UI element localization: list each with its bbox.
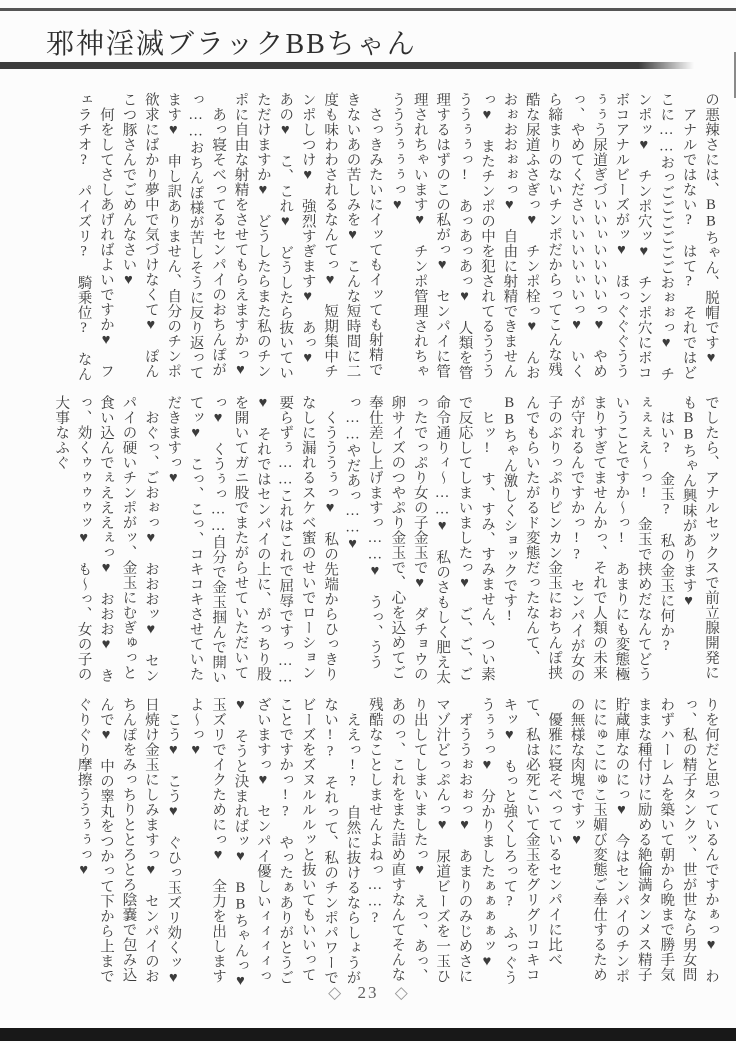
paragraph: アナルではない? はて? それではどこに……おっごごごごごごおぉぉっ♥ チンポッ♥ チンポ穴ッ♥ チンポ穴にボコボコアナルビーズがッ♥ ほっぐぐぐううぅぅう尿道ぎづいいぃいいいいっ♥ やめっ、やめてくださいいいいぃいっ♥ いくら締まりのないチンポだからってこんな残酷な尿道ふさぎっ♥ チンポ栓っ♥ んおおぉおおぉぉっ♥ 自由に射精できませんっ♥ またチンポの中を犯されてるうううううぅぅっ! あっあっあっ♥ 人類を管理するはずのこの私がっ♥ センパイに管理されちゃいます♥ チンポ管理されちゃうううぅぅぅっ♥ <box>389 92 697 382</box>
paragraph: 何をしてさしあげればよいですか♥ フェラチオ? パイズリ? 騎乗位? なん <box>75 92 115 382</box>
bottom-bar <box>0 1028 736 1041</box>
paragraph: ええっ!? 自然に抜けるならしょうがない!? それって、私のチンポパワーでビーズをズヌルルルッと抜いてもいいってことですかっ!? やったぁありがとうございますっ♥ センパイ優しいィィィィっ♥ そうと決まればッ♥ BBちゃんっ♥ 玉ズリでイクためにっ♥ 全力を出しますよ〜っ♥ <box>187 697 361 1005</box>
paragraph: はい? 金玉? 私の金玉に何か? <box>658 409 675 654</box>
paragraph: ぇぇぇえ〜っ! 金玉で挟めだなんてどういうことですか〜っ! あまりにも変態極まりすぎてませんかっ、それで人類の未来が守れるんですかっ!? センパイが女の子のぶりっぷりピンカン金玉におちんぽ挟んでもらいたがるド変態だったなんて、BBちゃん激しくショックです! <box>501 395 652 683</box>
paragraph: オ゙ううぉおぉっ♥ あまりのみじめさにマゾ汁どっぷんっ♥ 尿道ビーズを一玉ひり出してしまいましたっ♥ えっ、あっ、あのっ、これをまた詰め直すなんてそんな残酷なことしませんよねっ……? <box>366 697 473 984</box>
paragraph: ヒッ! す、すみ、すみません、つい素で反応してしまいましたっ♥ ご、ご、ご命令通りィ〜……♥ 私のさもしく肥え太ったでっぷり女の子金玉で♥ ダチョウの卵サイズのつやぷり金玉で、心を込めてご奉仕差し上げますっ……♥ うっ、ううっ……やだあっ……♥ <box>344 395 495 685</box>
page-title: 邪神淫滅ブラックBBちゃん <box>46 29 417 60</box>
paragraph: くうううぅっ♥ 私の先端からひっきりなしに漏れるスケベ蜜のせいでローション要らずぅ……これはこれで屈辱ですっ……♥ それではセンパイの上に、がっちり股を開いてガニ股でまたがらせていただいてっ♥ くうぅっ……自分で金玉掴んで開いてッ♥ こっ、こっ、コキコキさせていただきますっ♥ <box>165 395 339 686</box>
top-rule <box>0 8 736 11</box>
diamond-ornament-right: ◇ <box>394 983 408 1002</box>
paragraph: りを何だと思っているんですかぁっ♥ わっ、私の精子タンクッ、世が世なら男女問わずハーレムを築いて朝から晩まで勝手気ままな種付けに励める絶倫満タンメス精子貯蔵庫なのにっ♥ 今はセンパイのチンポににゅこにゅこ玉媚び変態ご奉仕するための無様な肉塊ですッ♥ <box>568 697 719 984</box>
paragraph: こう♥ こう♥ ぐひっ玉ズリ効くッ♥ 日焼け金玉にしみますっ♥ センパイのおちんぽをみっちりととろとろ陰嚢で包み込んで♥ 中の睾丸をつかって下から上までぐりぐり摩擦ううぅぅっ♥ <box>75 697 182 1001</box>
paragraph: の悪辣さには、BBちゃん、脱帽です♥ <box>703 92 719 367</box>
paragraph: あっ寝そべってるセンパイのおちんぽがっ……おちんぽ様が苦しそうに反り返ってます♥ 申し訳ありません、自分のチンポ欲求にばかり夢中で気づけなくて♥ ぽんこつ豚さんでごめんなさい♥ <box>120 92 227 380</box>
text-block-middle <box>44 395 722 689</box>
paragraph: 優雅に寝そべっているセンパイに比べて、私は必死こいて金玉をグリグリコキコキッ♥ もっと強くしろって? ふっぐううぅぅっ♥ 分かりましたぁぁぁぁッ♥ <box>478 697 563 985</box>
page-number: 23 <box>357 983 379 1002</box>
paragraph: おぐっ、ごおぉっ♥ おおおッ♥ センパイの硬いチンポがッ、金玉にむぎゅっと食い込んでぇえええぇっ♥ おおお♥ きっ、効くゥゥゥゥッ♥ も〜っ、女の子の大事なふぐ <box>53 395 159 683</box>
paragraph: でしたら、アナルセックスで前立腺開発にもBBちゃん興味があります♥ <box>680 395 719 680</box>
page-footer <box>0 983 736 1003</box>
paragraph: さっきみたいにイッてもイッても射精できないあの苦しみを♥ こんな短時間に二度も味わわされるなんてっ♥ 短期集中チンポしつけ♥ 強烈すぎます♥ あっ♥ あの♥ こ、これ♥ どうしたら抜いていただけますか♥ どうしたらまた私のチンポに自由な射精をさせてもらえますかっ♥ <box>232 92 383 382</box>
text-block-top <box>44 92 722 386</box>
diamond-ornament-left: ◇ <box>328 983 342 1002</box>
title-rule <box>0 62 694 69</box>
